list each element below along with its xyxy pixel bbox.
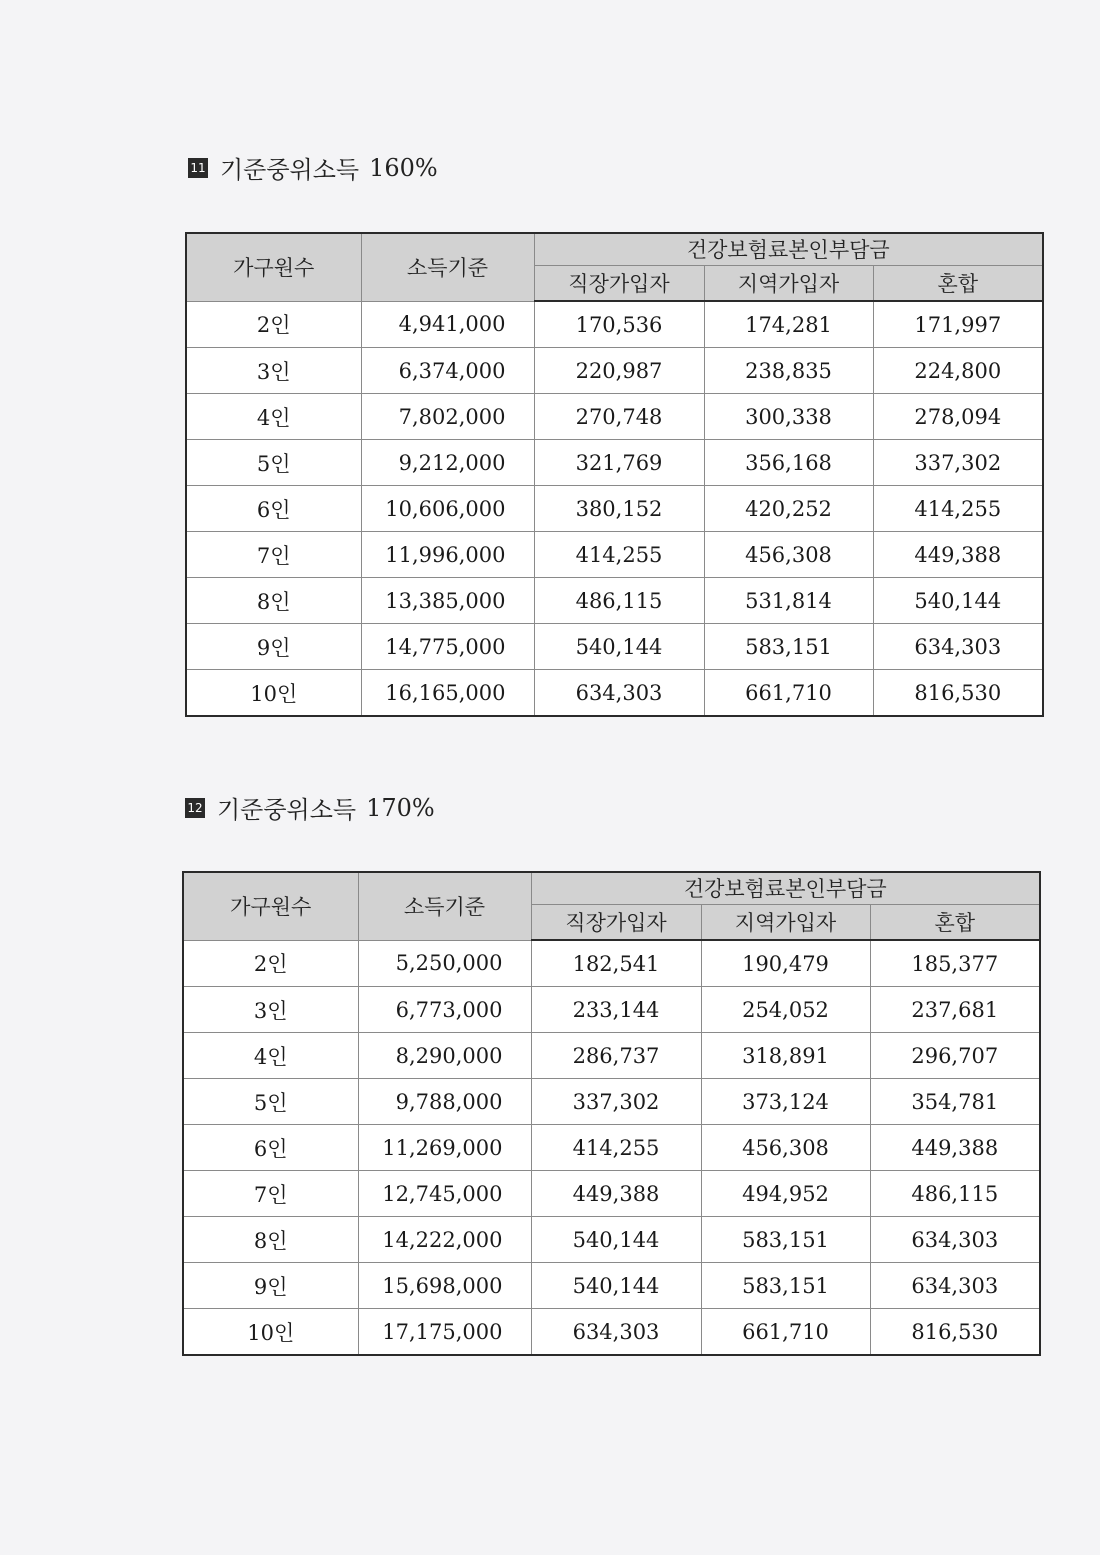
table-row: [186, 486, 1043, 532]
header-regional-subscriber: 지역가입자: [701, 904, 870, 940]
employee-premium-cell: 170,536: [534, 301, 704, 348]
table-row: [186, 578, 1043, 624]
household-size-cell: 9인: [186, 624, 361, 670]
section-percent: 170%: [366, 793, 435, 822]
regional-premium-cell: 356,168: [704, 440, 873, 486]
household-size-cell: 7인: [186, 532, 361, 578]
employee-premium-cell: 337,302: [531, 1079, 701, 1125]
employee-premium-cell: 540,144: [534, 624, 704, 670]
income-standard-cell: 12,745,000: [358, 1171, 531, 1217]
employee-premium-cell: 182,541: [531, 940, 701, 987]
section-number-badge: 11: [188, 158, 208, 178]
mixed-premium-cell: 634,303: [870, 1217, 1040, 1263]
employee-premium-cell: 286,737: [531, 1033, 701, 1079]
mixed-premium-cell: 185,377: [870, 940, 1040, 987]
income-standard-cell: 13,385,000: [361, 578, 534, 624]
household-size-cell: 8인: [183, 1217, 358, 1263]
header-mixed: 혼합: [870, 904, 1040, 940]
regional-premium-cell: 420,252: [704, 486, 873, 532]
table-row: [186, 301, 1043, 348]
table-row: [183, 1263, 1040, 1309]
section-title: 기준중위소득: [217, 796, 357, 824]
table-row: [186, 624, 1043, 670]
table-row: [186, 670, 1043, 717]
mixed-premium-cell: 816,530: [870, 1309, 1040, 1356]
regional-premium-cell: 174,281: [704, 301, 873, 348]
income-standard-cell: 4,941,000: [361, 301, 534, 348]
table-row: [183, 1171, 1040, 1217]
regional-premium-cell: 300,338: [704, 394, 873, 440]
income-standard-cell: 9,212,000: [361, 440, 534, 486]
employee-premium-cell: 540,144: [531, 1263, 701, 1309]
header-regional-subscriber: 지역가입자: [704, 265, 873, 301]
table-body: [183, 940, 1040, 1355]
income-table: [182, 871, 1041, 1356]
employee-premium-cell: 380,152: [534, 486, 704, 532]
household-size-cell: 7인: [183, 1171, 358, 1217]
mixed-premium-cell: 354,781: [870, 1079, 1040, 1125]
income-standard-cell: 11,996,000: [361, 532, 534, 578]
regional-premium-cell: 373,124: [701, 1079, 870, 1125]
header-employee-subscriber: 직장가입자: [531, 904, 701, 940]
household-size-cell: 4인: [186, 394, 361, 440]
mixed-premium-cell: 486,115: [870, 1171, 1040, 1217]
income-standard-cell: 15,698,000: [358, 1263, 531, 1309]
table-body: [186, 301, 1043, 716]
mixed-premium-cell: 634,303: [870, 1263, 1040, 1309]
household-size-cell: 6인: [186, 486, 361, 532]
regional-premium-cell: 661,710: [701, 1309, 870, 1356]
employee-premium-cell: 270,748: [534, 394, 704, 440]
header-income-standard: 소득기준: [358, 872, 531, 940]
header-household-count: 가구원수: [183, 872, 358, 940]
section-number-badge: 12: [185, 798, 205, 818]
household-size-cell: 9인: [183, 1263, 358, 1309]
mixed-premium-cell: 449,388: [873, 532, 1043, 578]
household-size-cell: 6인: [183, 1125, 358, 1171]
regional-premium-cell: 583,151: [704, 624, 873, 670]
table-row: [183, 1217, 1040, 1263]
mixed-premium-cell: 224,800: [873, 348, 1043, 394]
table-row: [186, 532, 1043, 578]
household-size-cell: 8인: [186, 578, 361, 624]
header-premium-group: 건강보험료본인부담금: [534, 233, 1043, 265]
regional-premium-cell: 190,479: [701, 940, 870, 987]
employee-premium-cell: 414,255: [534, 532, 704, 578]
mixed-premium-cell: 237,681: [870, 987, 1040, 1033]
regional-premium-cell: 661,710: [704, 670, 873, 717]
employee-premium-cell: 220,987: [534, 348, 704, 394]
employee-premium-cell: 233,144: [531, 987, 701, 1033]
header-household-count: 가구원수: [186, 233, 361, 301]
table-row: [186, 440, 1043, 486]
regional-premium-cell: 238,835: [704, 348, 873, 394]
section-heading: [185, 790, 435, 825]
household-size-cell: 10인: [186, 670, 361, 717]
mixed-premium-cell: 278,094: [873, 394, 1043, 440]
household-size-cell: 4인: [183, 1033, 358, 1079]
household-size-cell: 10인: [183, 1309, 358, 1356]
mixed-premium-cell: 296,707: [870, 1033, 1040, 1079]
header-employee-subscriber: 직장가입자: [534, 265, 704, 301]
mixed-premium-cell: 634,303: [873, 624, 1043, 670]
income-standard-cell: 6,374,000: [361, 348, 534, 394]
employee-premium-cell: 321,769: [534, 440, 704, 486]
table-row: [183, 1125, 1040, 1171]
income-standard-cell: 17,175,000: [358, 1309, 531, 1356]
table-row: [183, 987, 1040, 1033]
income-standard-cell: 6,773,000: [358, 987, 531, 1033]
regional-premium-cell: 494,952: [701, 1171, 870, 1217]
income-table: [185, 232, 1044, 717]
employee-premium-cell: 486,115: [534, 578, 704, 624]
income-standard-cell: 7,802,000: [361, 394, 534, 440]
section-heading: [188, 150, 438, 185]
employee-premium-cell: 449,388: [531, 1171, 701, 1217]
income-standard-cell: 9,788,000: [358, 1079, 531, 1125]
income-standard-cell: 10,606,000: [361, 486, 534, 532]
employee-premium-cell: 634,303: [534, 670, 704, 717]
income-standard-cell: 5,250,000: [358, 940, 531, 987]
employee-premium-cell: 634,303: [531, 1309, 701, 1356]
mixed-premium-cell: 414,255: [873, 486, 1043, 532]
mixed-premium-cell: 816,530: [873, 670, 1043, 717]
income-standard-cell: 14,222,000: [358, 1217, 531, 1263]
header-income-standard: 소득기준: [361, 233, 534, 301]
section-percent: 160%: [369, 153, 438, 182]
household-size-cell: 2인: [183, 940, 358, 987]
income-standard-cell: 8,290,000: [358, 1033, 531, 1079]
household-size-cell: 2인: [186, 301, 361, 348]
table-row: [186, 348, 1043, 394]
section-title: 기준중위소득: [220, 156, 360, 184]
regional-premium-cell: 254,052: [701, 987, 870, 1033]
household-size-cell: 3인: [183, 987, 358, 1033]
table-row: [186, 394, 1043, 440]
regional-premium-cell: 456,308: [704, 532, 873, 578]
regional-premium-cell: 583,151: [701, 1263, 870, 1309]
table-row: [183, 1079, 1040, 1125]
regional-premium-cell: 456,308: [701, 1125, 870, 1171]
income-standard-cell: 11,269,000: [358, 1125, 531, 1171]
household-size-cell: 5인: [186, 440, 361, 486]
regional-premium-cell: 531,814: [704, 578, 873, 624]
regional-premium-cell: 583,151: [701, 1217, 870, 1263]
regional-premium-cell: 318,891: [701, 1033, 870, 1079]
table-row: [183, 1309, 1040, 1356]
employee-premium-cell: 414,255: [531, 1125, 701, 1171]
table-row: [183, 940, 1040, 987]
mixed-premium-cell: 540,144: [873, 578, 1043, 624]
household-size-cell: 3인: [186, 348, 361, 394]
income-standard-cell: 14,775,000: [361, 624, 534, 670]
table-row: [183, 1033, 1040, 1079]
mixed-premium-cell: 337,302: [873, 440, 1043, 486]
header-mixed: 혼합: [873, 265, 1043, 301]
household-size-cell: 5인: [183, 1079, 358, 1125]
mixed-premium-cell: 449,388: [870, 1125, 1040, 1171]
header-premium-group: 건강보험료본인부담금: [531, 872, 1040, 904]
income-standard-cell: 16,165,000: [361, 670, 534, 717]
employee-premium-cell: 540,144: [531, 1217, 701, 1263]
mixed-premium-cell: 171,997: [873, 301, 1043, 348]
